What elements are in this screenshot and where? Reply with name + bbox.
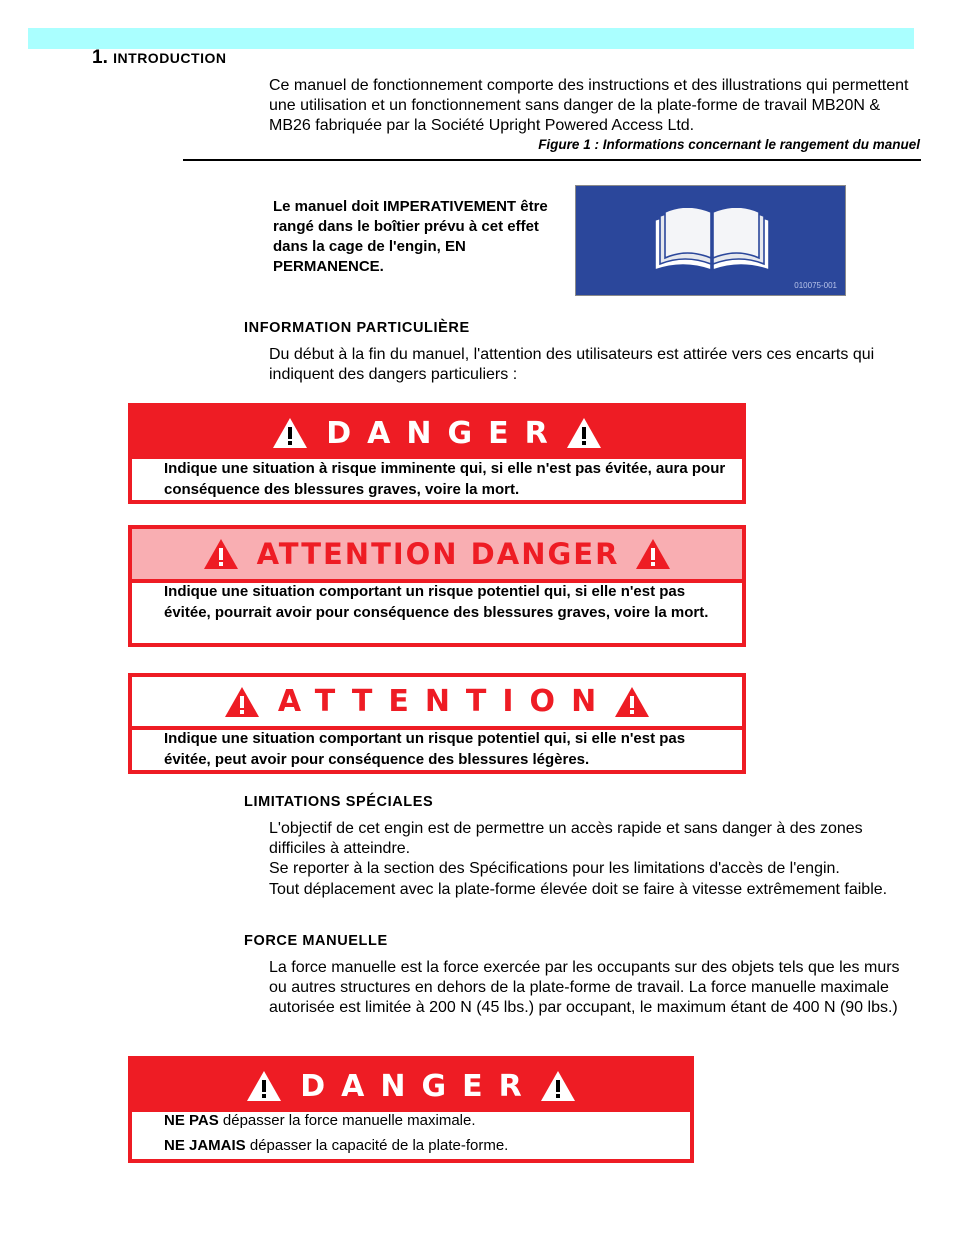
danger-alert: [128, 403, 746, 504]
danger-text: Indique une situation à risque imminente qui, si elle n'est pas évitée, aura pour conséquence des blessures graves, voire la mort.: [164, 460, 726, 498]
special-info-heading: INFORMATION PARTICULIÈRE: [244, 320, 470, 336]
warning-triangle-icon: [635, 538, 671, 570]
storage-sign: [575, 185, 846, 296]
danger-header: [132, 407, 742, 459]
danger-label: DANGER: [326, 415, 564, 451]
special-limits-line: L'objectif de cet engin est de permettre un accès rapide et sans danger à des zones difficiles à atteindre.: [269, 820, 863, 857]
warning-triangle-icon: [203, 538, 239, 570]
force-danger-line: NE JAMAIS dépasser la capacité de la plate-forme.: [164, 1137, 509, 1154]
danger-header: [132, 1060, 690, 1112]
storage-note: Le manuel doit IMPERATIVEMENT être rangé dans le boîtier prévu à cet effet dans la cage de l'engin, EN PERMANENCE.: [273, 198, 548, 275]
divider: [183, 159, 921, 161]
section-heading: [92, 47, 226, 69]
caution-alert: [128, 673, 746, 774]
figure-caption: Figure 1 : Informations concernant le rangement du manuel: [538, 137, 920, 152]
special-limits-heading: LIMITATIONS SPÉCIALES: [244, 794, 434, 810]
open-book-icon: [653, 208, 771, 276]
caution-header: [132, 677, 742, 730]
warning-triangle-icon: [246, 1070, 282, 1102]
special-info-text: Du début à la fin du manuel, l'attention des utilisateurs est attirée vers ces encarts qui indiquent des dangers particuliers :: [269, 346, 875, 383]
sign-code: 010075-001: [794, 281, 837, 290]
caution-label: ATTENTION: [277, 684, 613, 719]
warning-triangle-icon: [224, 686, 260, 718]
manual-force-text: La force manuelle est la force exercée par les occupants sur des objets tels que les murs ou autres structures en dehors de la plate-forme de travail. La force manuelle maximale autorisée est limitée à 200 N (45 lbs.) par occupant, le maximum étant de 400 N (90 lbs.): [269, 959, 900, 1016]
warning-triangle-icon: [614, 686, 650, 718]
section-title: INTRODUCTION: [113, 50, 227, 66]
warning-label: ATTENTION DANGER: [256, 537, 620, 571]
warning-text: Indique une situation comportant un risque potentiel qui, si elle n'est pas évitée, pourrait avoir pour conséquence des blessures graves, voire la mort.: [164, 583, 709, 621]
intro-paragraph: Ce manuel de fonctionnement comporte des instructions et des illustrations qui permettent une utilisation et un fonctionnement sans danger de la plate-forme de travail MB20N & MB26 fabriquée par la Société Upright Powered Access Ltd.: [269, 77, 909, 134]
force-danger-alert: [128, 1056, 694, 1163]
warning-triangle-icon: [540, 1070, 576, 1102]
caution-text: Indique une situation comportant un risque potentiel qui, si elle n'est pas évitée, peut avoir pour conséquence des blessures légères.: [164, 730, 686, 768]
danger-label: DANGER: [300, 1068, 538, 1104]
warning-triangle-icon: [566, 417, 602, 449]
header-band: [28, 28, 914, 49]
manual-force-heading: FORCE MANUELLE: [244, 933, 388, 949]
force-danger-line: NE PAS dépasser la force manuelle maximale.: [164, 1112, 476, 1129]
warning-alert: [128, 525, 746, 647]
section-number: 1.: [92, 47, 108, 68]
warning-triangle-icon: [272, 417, 308, 449]
special-limits-line: Tout déplacement avec la plate-forme élevée doit se faire à vitesse extrêmement faible.: [269, 881, 888, 898]
special-limits-line: Se reporter à la section des Spécifications pour les limitations d'accès de l'engin.: [269, 860, 840, 877]
warning-header: [132, 529, 742, 583]
